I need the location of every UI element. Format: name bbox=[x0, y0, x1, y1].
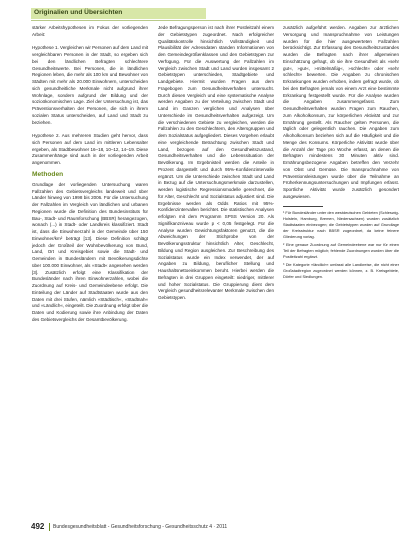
hypothesis-2-paragraph: Hypothese 2. Aus mehreren Studien geht hervor, dass sich Personen auf dem Land im mittleren Lebensalter ergeben, als Stadtbewohner 16–18, 10–12, 14–19. Diese Zusammenhänge sind auch in der vorliegenden Arbeit angenommen. bbox=[32, 133, 148, 165]
page-footer bbox=[31, 522, 398, 532]
section-label: Originalien und Übersichten bbox=[34, 9, 123, 16]
journal-citation: Bundesgesundheitsblatt - Gesundheitsforschung - Gesundheitsschutz 4 · 2011 bbox=[53, 523, 228, 530]
methods-heading: Methoden bbox=[32, 170, 64, 178]
footnote-divider bbox=[283, 206, 323, 207]
middle-paragraph: Jede Befragungsperson ist nach ihrer Postleitzahl einem der Gebietstypen zugeordnet. Nach erfolgreicher Qualitätskontrolle hinsichtlich Vollständigkeit und Plausibilität der Adressdaten standen Informationen von den Gemeindegrößenklassen und den Gebietstypen zur Verfügung. Für die Auswertung der Fallzahlen im Vergleich zwischen Stadt und Land wurden insgesamt 2 Gebietstypen unterschieden, Stadtgebiete und Landgebiete. Hiermit wurden Fragen aus dem Fragebogen zum Gesundheitsverhalten untersucht. Durch diesen Vergleich und eine systematische Analyse werden Angaben zu der Verteilung zwischen Stadt und Land im Ganzen verglichen und Analysen über Unterschiede im Gesundheitsverhalten aufgezeigt. Um die verschiedenen Gebiete zu vergleichen, werden die Fallzahlen zu den Geschlechtern, den Altersgruppen und dem Sozialstatus aufgegliedert. Dieses Vorgehen erlaubt eine vergleichende Betrachtung zwischen Stadt und Land, bezogen auf den Gesundheitszustand, Gesundheitsverhalten und die Lebenssituation der Bevölkerung. Im Ergebnisteil werden die Anteile in Prozent dargestellt und durch 95%-Konfidenzintervalle ergänzt. Um die Unterschiede zwischen Stadt und Land in Bezug auf die Untersuchungsmerkmale darzustellen, werden logistische Regressionsmodelle gerechnet, die für Alter, Geschlecht und Sozialstatus adjustiert sind. Die Ergebnisse werden als Odds Ratios mit 95%-Konfidenzintervallen berichtet. Die statistischen Analysen erfolgten mit dem Programm SPSS Version 20. Als Signifikanzniveau wurde p < 0,05 festgelegt. Für die Analyse wurden Gewichtungsfaktoren genutzt, die die Abweichungen der Stichprobe von der Bevölkerungsstruktur hinsichtlich Alter, Geschlecht, Bildung und Region ausgleichen. Zur Beschreibung des Sozialstatus wurde ein Index verwendet, der auf Angaben zu Bildung, beruflicher Stellung und Haushaltsnettoeinkommen beruht. Hierbei werden die Befragten in drei Gruppen eingeteilt: niedriger, mittlerer und hoher Sozialstatus. Die Gruppierung dient dem Vergleich gesundheitsrelevanter Merkmale zwischen den Gebietstypen. bbox=[158, 25, 274, 300]
page-number: 492 bbox=[31, 522, 45, 531]
footnote-2: ² Eine genaue Zuordnung auf Gemeindeebene war nur für einen Teil der Befragten möglich; fehlende Zuordnungen wurden über die Postleitzahl ergänzt. bbox=[283, 241, 399, 260]
hypothesis-1-paragraph: Hypothese 1. Vergleichen wir Personen auf dem Land mit vergleichbaren Personen in der Stadt, so ergeben sich bei den ländlichen Befragten schlechtere Gesundheitswerte. Bei Personen, die in ländlichen Regionen leben, die mehr als 100 km und Bewohner von Städten mit mehr als 20.000 Einwohnern, unterscheiden sich gesundheitliche Merkmale nicht aufgrund ihrer Wohnlage, sondern aufgrund der Bildung und der sozioökonomischen Lage. Ziel der Untersuchung ist, das Präventionsverhalten der Personen, die sich in ihrem sozialen Status unterscheiden, auf Land und Stadt zu beziehen. bbox=[32, 45, 149, 125]
right-paragraph: zusätzlich aufgeführt werden. Angaben zur ärztlichen Versorgung und Inanspruchnahme von Leistungen wurden für die hier ausgewerteten Fallzahlen berücksichtigt. Zur Erfassung des Gesundheitszustandes wurden die Befragten nach ihrer allgemeinen Einschätzung gefragt, ob sie ihre Gesundheit als »sehr gut«, »gut«, »mittelmäßig«, »schlecht« oder »sehr schlecht« bewerten. Die Angaben zu chronischen Erkrankungen wurden erhoben, indem gefragt wurde, ob bei den Befragten jemals von einem Arzt eine bestimmte Erkrankung festgestellt wurde. Für die Analyse wurden die Angaben zusammengefasst. Zum Gesundheitsverhalten wurden Fragen zum Rauchen, zum Alkoholkonsum, zur körperlichen Aktivität und zur Ernährung gestellt. Als Raucher gelten Personen, die täglich oder gelegentlich rauchen. Die Angaben zum Alkoholkonsum beziehen sich auf die Häufigkeit und die Menge des Konsums. Körperliche Aktivität wurde über die Anzahl der Tage pro Woche erfasst, an denen die Befragten mindestens 30 Minuten aktiv sind. Ernährungsbezogene Angaben betreffen den Verzehr von Obst und Gemüse. Die Inanspruchnahme von Präventionsleistungen wurde über die Teilnahme an Früherkennungsuntersuchungen und Impfungen erfasst. Sportliche Aktivität wurde zusätzlich gesondert ausgewiesen. bbox=[283, 25, 399, 199]
footnote-1: ¹ Für Bundesländer unter den westdeutschen Gebieten (Schleswig-Holstein, Hamburg, Bremen, Niedersachsen) wurden zusätzlich Stadtstaaten einbezogen; die Gebietstypen wurden auf Grundlage der Kreisstruktur nach BBSR zugeordnet, da keine feinere Gliederung vorlag. bbox=[283, 209, 399, 239]
methods-paragraph: Grundlage der vorliegenden Untersuchung waren Fallzahlen des Gebietsvergleichs landeweit und über Länder hinweg von 1998 bis 2006. Für die Untersuchung der Fallzahlen im Vergleich von ländlichen und urbanen Regionen wurde die Definition des Bundesinstituts für Bau-, Stadt- und Raumforschung (BBSR) herangezogen, wonach (...) in Stadt- oder Landkreis klassifiziert. Stadt ist, dass die Einwohnerzahl in der Gemeinde über 150 Einwohner/km² beträgt [13]. Diese Definition schlägt jedoch der Großteil der Wohnbevölkerung von Bund, Land, Ort und Kreisgebiet sowie die Stadt- und Gemeinden in Bundesländern mit Bevölkerungsdichte über 100.000 Einwohner, als »Stadt« angesehen werden [3]. Zusätzlich erfolgt eine Klassifikation der Bundesländer nach ihren Einwohnerzahlen, wobei die Zuordnung auf Kreis- und Gemeindeebene erfolgt. Die Einteilung der Länder auf Stadtstaaten wurde aus den Daten mit drei Stufen, nämlich »Städtisch«, »Stadtnah« und »Ländlich«, eingeteilt. Die Zuordnung erfolgt über die Daten und Kodierung sowie ihre Anbindung der Daten des Gebietsvergleichs der Gesamtbevölkerung. bbox=[32, 181, 148, 322]
column-right bbox=[283, 25, 399, 283]
footnotes bbox=[283, 210, 399, 281]
footer-divider bbox=[49, 523, 50, 531]
column-middle bbox=[158, 25, 274, 302]
header-divider bbox=[31, 20, 398, 21]
column-left bbox=[32, 25, 148, 324]
footnote-3: ³ Die Kategorie »ländlich« umfasst alle Landkreise, die nicht einer Großstadtregion zugeordnet werden können, z. B. Kreisgebiete, Dörfer und Siedlungen. bbox=[283, 262, 399, 280]
intro-paragraph: stärker Arbeitshypothesen im Fokus der vorliegenden Arbeit: bbox=[32, 25, 148, 37]
section-header bbox=[31, 8, 206, 19]
